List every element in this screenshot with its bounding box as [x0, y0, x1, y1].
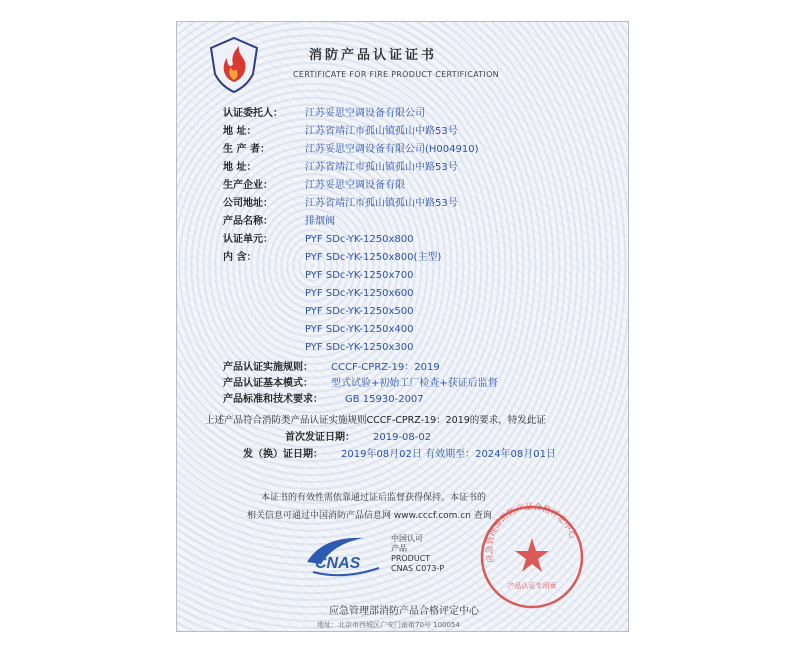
first-issue-label: 首次发证日期：	[285, 432, 355, 443]
field-value: 排烟阀	[305, 216, 335, 227]
first-issue-value: 2019-08-02	[373, 432, 432, 443]
field-label: 产品名称：	[223, 216, 273, 227]
field-value: 江苏妥思空调设备有限	[305, 180, 405, 191]
validity-value: 2019年08月02日 有效期至：2024年08月01日	[341, 449, 556, 460]
seal-center-text: 产品认证专用章	[507, 582, 557, 590]
field-value: PYF SDc-YK-1250x800(主型)	[305, 252, 442, 263]
model-item: PYF SDc-YK-1250x400	[305, 324, 414, 335]
field-label: 内 含：	[223, 252, 257, 263]
issuer-address: 地址：北京市西城区广安门南街70号 100054	[317, 621, 460, 629]
field-value: 江苏省靖江市孤山镇孤山中路53号	[305, 162, 458, 173]
rules-label: 产品认证实施规则：	[223, 362, 313, 373]
model-item: PYF SDc-YK-1250x600	[305, 288, 414, 299]
field-label: 地 址：	[223, 162, 257, 173]
field-label: 地 址：	[223, 126, 257, 137]
standard-label: 产品标准和技术要求：	[223, 394, 323, 405]
accreditation-line: 中国认可	[391, 534, 423, 543]
certificate-subtitle: CERTIFICATE FOR FIRE PRODUCT CERTIFICATION	[293, 70, 499, 79]
rules-value: CCCF-CPRZ-19：2019	[331, 362, 440, 373]
issuer-name: 应急管理部消防产品合格评定中心	[329, 606, 479, 617]
mode-label: 产品认证基本模式：	[223, 378, 313, 389]
field-value: 江苏妥思空调设备有限公司	[305, 108, 425, 119]
model-item: PYF SDc-YK-1250x500	[305, 306, 414, 317]
flame-shield-logo	[207, 36, 261, 94]
accreditation-line: CNAS C073-P	[391, 564, 445, 573]
cnas-text: CNAS	[315, 555, 361, 572]
field-label: 认证单元：	[223, 234, 273, 245]
info-query-note: 相关信息可通过中国消防产品信息网 www.cccf.com.cn 查询	[247, 511, 492, 521]
field-label: 生产企业：	[223, 180, 273, 191]
field-label: 生 产 者：	[223, 144, 270, 155]
seal-ring-text: 应急管理部消防产品合格评定中心	[484, 502, 578, 564]
mode-value: 型式试验+初始工厂检查+获证后监督	[331, 378, 498, 389]
certificate-title: 消防产品认证证书	[309, 48, 438, 63]
accreditation-line: PRODUCT	[391, 554, 431, 563]
certificate-statement: 上述产品符合消防类产品认证实施规则CCCF-CPRZ-19：2019的要求，特发此证	[205, 415, 546, 426]
field-value: PYF SDc-YK-1250x800	[305, 234, 414, 245]
model-item: PYF SDc-YK-1250x700	[305, 270, 414, 281]
accreditation-line: 产品	[391, 544, 407, 553]
field-value: 江苏省靖江市孤山镇孤山中路53号	[305, 126, 458, 137]
field-value: 江苏妥思空调设备有限公司(H004910)	[305, 144, 479, 155]
cnas-mark	[303, 532, 385, 580]
field-label: 认证委托人：	[223, 108, 283, 119]
certificate-page	[176, 21, 629, 632]
standard-value: GB 15930-2007	[345, 394, 424, 405]
validity-note: 本证书的有效性需依靠通过证后监督获得保持。本证书的	[261, 493, 487, 503]
field-value: 江苏省靖江市孤山镇孤山中路53号	[305, 198, 458, 209]
field-label: 公司地址：	[223, 198, 273, 209]
accreditation-text	[391, 534, 444, 574]
red-official-seal	[477, 502, 587, 612]
model-item: PYF SDc-YK-1250x300	[305, 342, 414, 353]
validity-label: 发（换）证日期：	[243, 449, 323, 460]
